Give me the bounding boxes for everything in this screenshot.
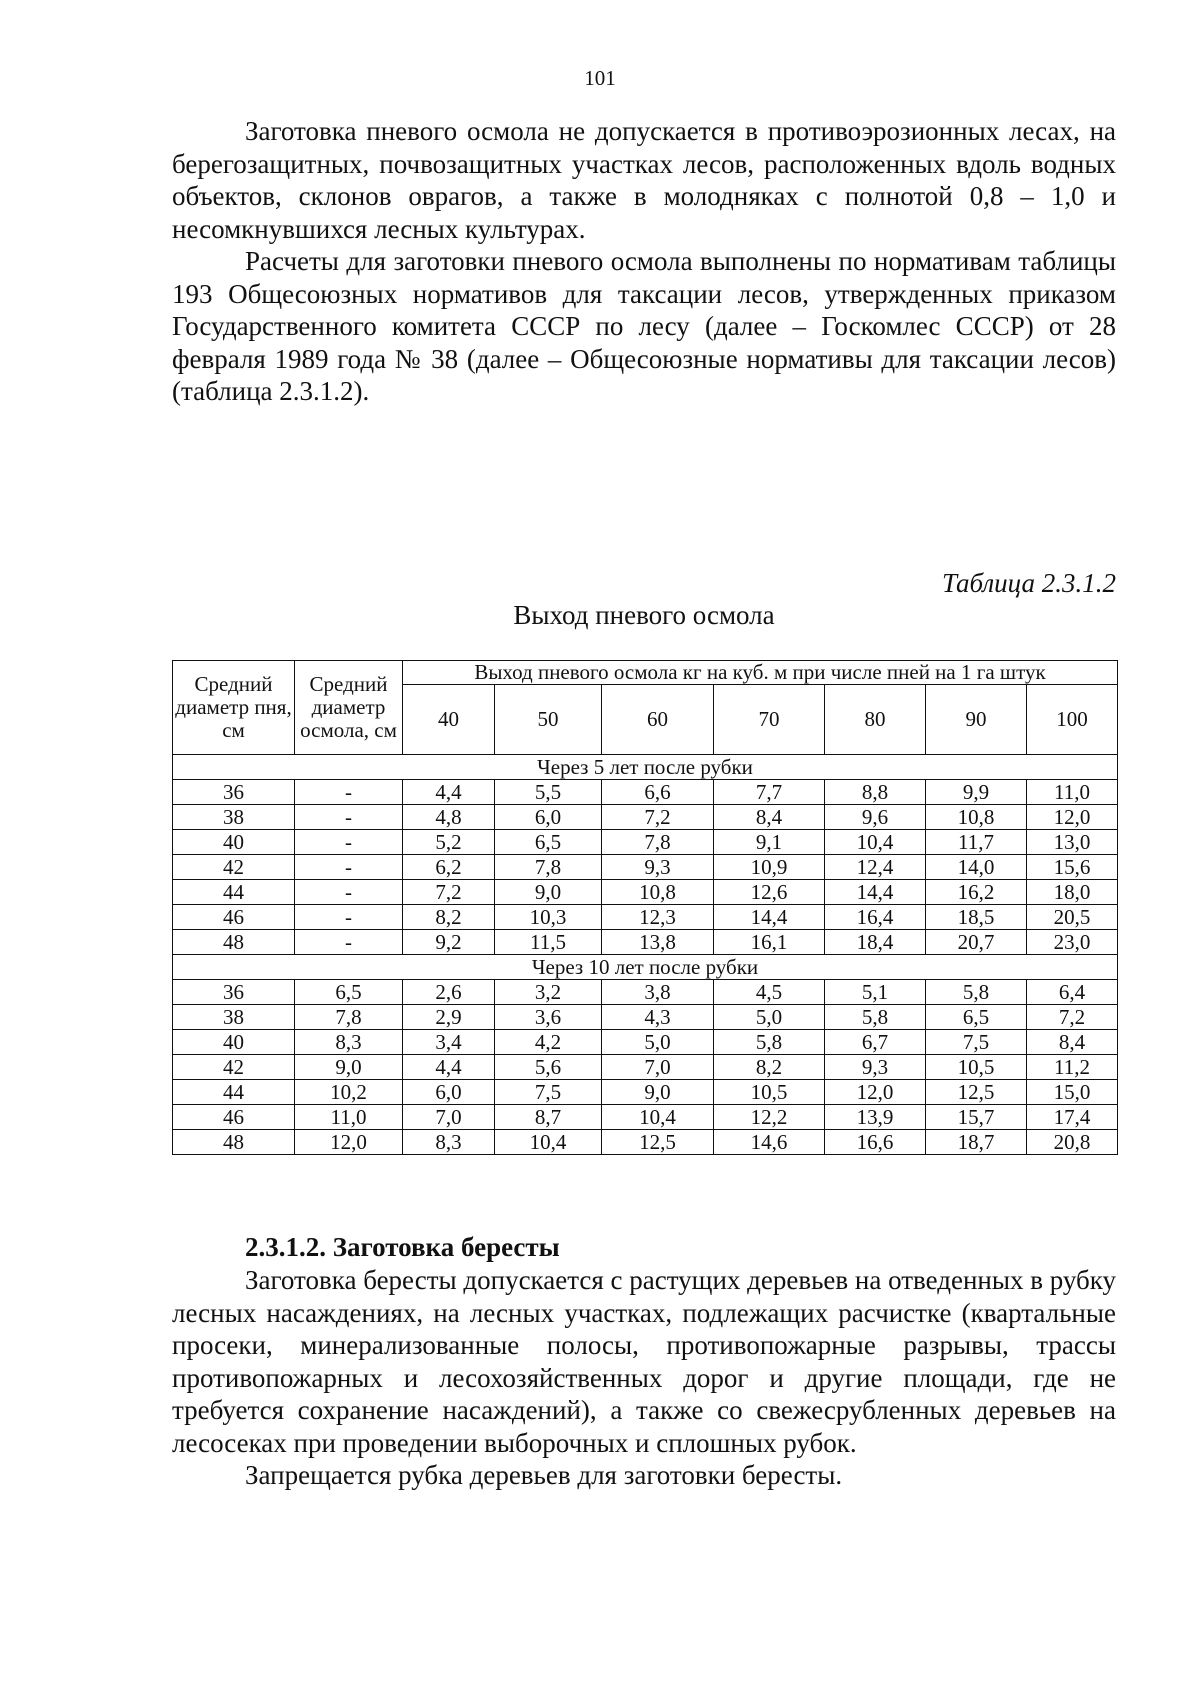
table-cell: 5,8: [926, 980, 1027, 1005]
table-cell: 6,7: [825, 1030, 926, 1055]
table-cell: 10,5: [926, 1055, 1027, 1080]
table-cell: 9,1: [714, 830, 825, 855]
table-cell: 2,6: [403, 980, 495, 1005]
table-cell: 10,4: [602, 1105, 714, 1130]
table-cell: 12,5: [926, 1080, 1027, 1105]
table-cell: 46: [173, 905, 295, 930]
table-section-row: [173, 955, 1118, 980]
table-cell: 16,1: [714, 930, 825, 955]
table-cell: 15,7: [926, 1105, 1027, 1130]
header-stump-count: 40: [403, 685, 495, 755]
table-cell: 3,6: [495, 1005, 602, 1030]
table-cell: 9,0: [495, 880, 602, 905]
table-cell: 10,3: [495, 905, 602, 930]
table-cell: -: [295, 930, 403, 955]
table-cell: 13,0: [1027, 830, 1118, 855]
table-cell: 13,8: [602, 930, 714, 955]
table-cell: 8,3: [403, 1130, 495, 1155]
section-title: Через 10 лет после рубки: [173, 955, 1118, 980]
table-cell: 6,4: [1027, 980, 1118, 1005]
table-cell: 12,4: [825, 855, 926, 880]
table-cell: 4,3: [602, 1005, 714, 1030]
table-cell: 12,6: [714, 880, 825, 905]
table-cell: 7,5: [926, 1030, 1027, 1055]
header-stump-count: 50: [495, 685, 602, 755]
table-label: Таблица 2.3.1.2: [941, 568, 1116, 598]
table-cell: 18,4: [825, 930, 926, 955]
table-cell: -: [295, 805, 403, 830]
table-cell: 10,4: [495, 1130, 602, 1155]
table-cell: 10,9: [714, 855, 825, 880]
table-cell: 12,0: [295, 1130, 403, 1155]
table-cell: 4,8: [403, 805, 495, 830]
table-cell: 42: [173, 1055, 295, 1080]
paragraph: Заготовка пневого осмола не допускается в противоэрозионных лесах, на берегозащитных, почвозащитных участках лесов, расположенных вдоль водных объектов, склонов оврагов, а также в молодняках с полнотой 0,8 – 1,0 и несомкнувшихся лесных культурах.: [172, 116, 1116, 244]
table-cell: 8,7: [495, 1105, 602, 1130]
table-cell: 7,8: [495, 855, 602, 880]
header-stump-count: 60: [602, 685, 714, 755]
resin-yield-table: [172, 660, 1118, 1155]
table-cell: 16,4: [825, 905, 926, 930]
table-cell: 36: [173, 980, 295, 1005]
table-cell: 8,4: [1027, 1030, 1118, 1055]
table-row: [173, 880, 1118, 905]
table-cell: 18,0: [1027, 880, 1118, 905]
section-heading: 2.3.1.2. Заготовка бересты: [245, 1232, 560, 1262]
table-row: [173, 1130, 1118, 1155]
table-cell: 5,8: [714, 1030, 825, 1055]
table-cell: 44: [173, 880, 295, 905]
table-cell: -: [295, 905, 403, 930]
table-cell: 14,0: [926, 855, 1027, 880]
table-cell: 6,6: [602, 780, 714, 805]
table-cell: 15,6: [1027, 855, 1118, 880]
table-cell: -: [295, 830, 403, 855]
table-row: [173, 1105, 1118, 1130]
header-stump-count: 90: [926, 685, 1027, 755]
table-cell: 12,2: [714, 1105, 825, 1130]
table-cell: 4,2: [495, 1030, 602, 1055]
table-row: [173, 980, 1118, 1005]
paragraph: Расчеты для заготовки пневого осмола выполнены по нормативам таблицы 193 Общесоюзных нормативов для таксации лесов, утвержденных приказом Государственного комитета СССР по лесу (далее – Госкомлес СССР) от 28 февраля 1989 года № 38 (далее – Общесоюзные нормативы для таксации лесов) (таблица 2.3.1.2).: [172, 246, 1116, 406]
table-cell: 18,7: [926, 1130, 1027, 1155]
table-cell: 8,2: [714, 1055, 825, 1080]
table-cell: 7,8: [295, 1005, 403, 1030]
table-cell: 5,5: [495, 780, 602, 805]
table-cell: 20,5: [1027, 905, 1118, 930]
table-cell: 3,4: [403, 1030, 495, 1055]
table-cell: 5,1: [825, 980, 926, 1005]
table-cell: 9,2: [403, 930, 495, 955]
table-cell: 12,0: [825, 1080, 926, 1105]
table-cell: 14,4: [825, 880, 926, 905]
table-cell: 23,0: [1027, 930, 1118, 955]
table-cell: 10,4: [825, 830, 926, 855]
table-cell: 42: [173, 855, 295, 880]
header-stump-count: 70: [714, 685, 825, 755]
table-cell: 2,9: [403, 1005, 495, 1030]
table-cell: 15,0: [1027, 1080, 1118, 1105]
table-cell: 48: [173, 1130, 295, 1155]
table-cell: 4,5: [714, 980, 825, 1005]
table-cell: 38: [173, 805, 295, 830]
table-cell: 8,8: [825, 780, 926, 805]
table-cell: 9,6: [825, 805, 926, 830]
table-cell: 7,2: [1027, 1005, 1118, 1030]
table-cell: 11,0: [295, 1105, 403, 1130]
table-cell: 44: [173, 1080, 295, 1105]
table-cell: 16,2: [926, 880, 1027, 905]
table-row: [173, 1005, 1118, 1030]
header-stump-count: 80: [825, 685, 926, 755]
table-row: [173, 830, 1118, 855]
table-cell: 13,9: [825, 1105, 926, 1130]
table-cell: 11,2: [1027, 1055, 1118, 1080]
table-cell: 10,8: [602, 880, 714, 905]
paragraph: Запрещается рубка деревьев для заготовки бересты.: [245, 1460, 843, 1490]
header-stump-count: 100: [1027, 685, 1118, 755]
table-row: [173, 1080, 1118, 1105]
table-cell: 7,5: [495, 1080, 602, 1105]
table-cell: 9,3: [602, 855, 714, 880]
table-cell: 38: [173, 1005, 295, 1030]
table-cell: 4,4: [403, 780, 495, 805]
table-cell: -: [295, 880, 403, 905]
table-section-row: [173, 755, 1118, 780]
intro-text: [172, 115, 1116, 408]
table-cell: 7,7: [714, 780, 825, 805]
table-cell: 8,3: [295, 1030, 403, 1055]
page-number: 101: [584, 66, 616, 90]
table-cell: 6,5: [295, 980, 403, 1005]
paragraph: Заготовка бересты допускается с растущих деревьев на отведенных в рубку лесных насаждениях, на лесных участках, подлежащих расчистке (квартальные просеки, минерализованные полосы, противопожарные разрывы, трассы противопожарных и лесохозяйственных дорог и другие площади, где не требуется сохранение насаждений), а также со свежесрубленных деревьев на лесосеках при проведении выборочных и сплошных рубок.: [172, 1265, 1117, 1458]
table-cell: 6,5: [495, 830, 602, 855]
table-cell: 6,0: [495, 805, 602, 830]
header-stump-diameter: Средний диаметр пня, см: [173, 661, 295, 755]
table-cell: 46: [173, 1105, 295, 1130]
table-cell: 11,0: [1027, 780, 1118, 805]
table-cell: 5,0: [714, 1005, 825, 1030]
table-row: [173, 805, 1118, 830]
table-cell: 7,2: [403, 880, 495, 905]
table-cell: 17,4: [1027, 1105, 1118, 1130]
table-row: [173, 1055, 1118, 1080]
table-cell: 18,5: [926, 905, 1027, 930]
table-cell: 6,2: [403, 855, 495, 880]
table-cell: 5,2: [403, 830, 495, 855]
table-cell: 7,8: [602, 830, 714, 855]
table-cell: 5,8: [825, 1005, 926, 1030]
table-cell: 9,9: [926, 780, 1027, 805]
table-cell: 9,3: [825, 1055, 926, 1080]
table-cell: 9,0: [602, 1080, 714, 1105]
table-cell: 12,5: [602, 1130, 714, 1155]
table-cell: 11,5: [495, 930, 602, 955]
header-yield-group: Выход пневого осмола кг на куб. м при числе пней на 1 га штук: [403, 661, 1118, 685]
table-cell: 20,8: [1027, 1130, 1118, 1155]
table-cell: 11,7: [926, 830, 1027, 855]
table-cell: 40: [173, 830, 295, 855]
table-row: [173, 930, 1118, 955]
table-cell: 5,0: [602, 1030, 714, 1055]
table-cell: 40: [173, 1030, 295, 1055]
section-title: Через 5 лет после рубки: [173, 755, 1118, 780]
table-cell: 36: [173, 780, 295, 805]
table-cell: 8,4: [714, 805, 825, 830]
table-cell: 48: [173, 930, 295, 955]
header-resin-diameter: Средний диаметр осмола, см: [295, 661, 403, 755]
table-cell: 14,6: [714, 1130, 825, 1155]
table-row: [173, 780, 1118, 805]
table-cell: 6,0: [403, 1080, 495, 1105]
table-cell: 20,7: [926, 930, 1027, 955]
table-row: [173, 855, 1118, 880]
table-cell: 10,8: [926, 805, 1027, 830]
table-cell: 9,0: [295, 1055, 403, 1080]
birch-text: [172, 1264, 1116, 1492]
table-cell: 3,8: [602, 980, 714, 1005]
table-row: [173, 905, 1118, 930]
table-cell: 8,2: [403, 905, 495, 930]
table-cell: 4,4: [403, 1055, 495, 1080]
table-cell: 7,2: [602, 805, 714, 830]
table-cell: 7,0: [403, 1105, 495, 1130]
table-cell: 14,4: [714, 905, 825, 930]
table-cell: 10,5: [714, 1080, 825, 1105]
table-cell: 12,3: [602, 905, 714, 930]
table-cell: 7,0: [602, 1055, 714, 1080]
table-cell: 3,2: [495, 980, 602, 1005]
table-cell: -: [295, 780, 403, 805]
table-cell: 5,6: [495, 1055, 602, 1080]
table-cell: -: [295, 855, 403, 880]
table-cell: 6,5: [926, 1005, 1027, 1030]
table-cell: 10,2: [295, 1080, 403, 1105]
table-cell: 16,6: [825, 1130, 926, 1155]
table-row: [173, 1030, 1118, 1055]
table-title: Выход пневого осмола: [513, 600, 775, 630]
table-cell: 12,0: [1027, 805, 1118, 830]
